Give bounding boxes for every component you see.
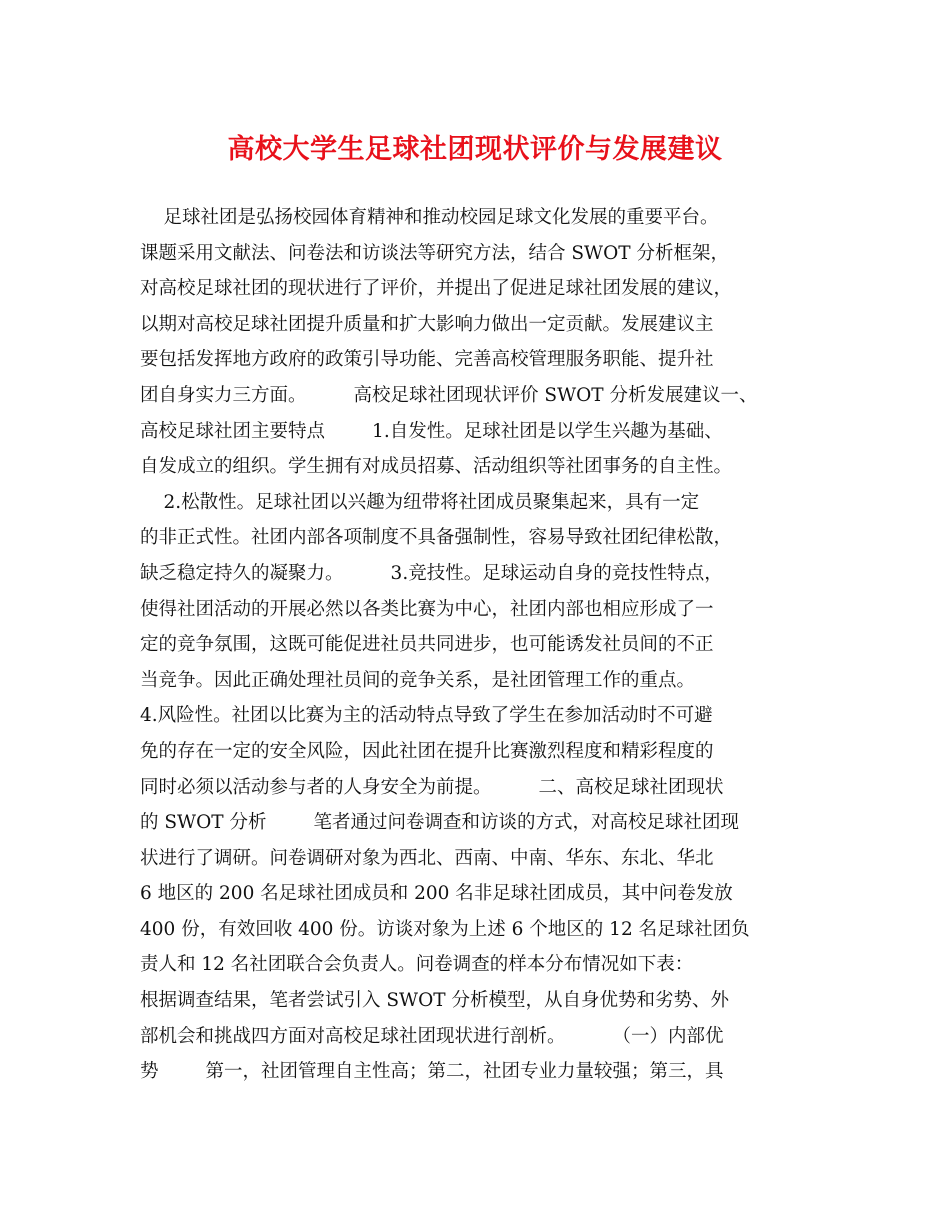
body-line: 部机会和挑战四方面对高校足球社团现状进行剖析。 （一）内部优 — [140, 1025, 724, 1047]
body-line: 团自身实力三方面。 高校足球社团现状评价 SWOT 分析发展建议一、 — [140, 384, 758, 406]
body-line: 高校足球社团主要特点 1.自发性。足球社团是以学生兴趣为基础、 — [140, 420, 723, 442]
document-body — [140, 200, 820, 1090]
body-line: 势 第一，社团管理自主性高；第二，社团专业力量较强；第三，具 — [140, 1061, 724, 1083]
body-line: 自发成立的组织。学生拥有对成员招募、活动组织等社团事务的自主性。 — [140, 456, 733, 478]
body-line: 要包括发挥地方政府的政策引导功能、完善高校管理服务职能、提升社 — [140, 349, 714, 371]
body-line: 对高校足球社团的现状进行了评价，并提出了促进足球社团发展的建议， — [140, 278, 733, 300]
body-line: 2.松散性。足球社团以兴趣为纽带将社团成员聚集起来，具有一定 — [140, 491, 700, 513]
body-line: 的非正式性。社团内部各项制度不具备强制性，容易导致社团纪律松散， — [140, 527, 733, 549]
body-line: 使得社团活动的开展必然以各类比赛为中心，社团内部也相应形成了一 — [140, 598, 714, 620]
body-line: 的 SWOT 分析 笔者通过问卷调查和访谈的方式，对高校足球社团现 — [140, 812, 740, 834]
body-line: 6 地区的 200 名足球社团成员和 200 名非足球社团成员，其中问卷发放 — [140, 883, 733, 905]
body-line: 根据调查结果，笔者尝试引入 SWOT 分析模型，从自身优势和劣势、外 — [140, 990, 729, 1012]
document-title: 高校大学生足球社团现状评价与发展建议 — [227, 134, 723, 165]
body-line: 以期对高校足球社团提升质量和扩大影响力做出一定贡献。发展建议主 — [140, 313, 714, 335]
body-line: 4.风险性。社团以比赛为主的活动特点导致了学生在参加活动时不可避 — [140, 705, 713, 727]
body-line: 当竞争。因此正确处理社员间的竞争关系，是社团管理工作的重点。 — [140, 669, 696, 691]
body-line: 状进行了调研。问卷调研对象为西北、西南、中南、华东、东北、华北 — [140, 847, 714, 869]
body-line: 责人和 12 名社团联合会负责人。问卷调查的样本分布情况如下表： — [140, 954, 694, 976]
body-line: 定的竞争氛围，这既可能促进社员共同进步，也可能诱发社员间的不正 — [140, 634, 714, 656]
body-line: 免的存在一定的安全风险，因此社团在提升比赛激烈程度和精彩程度的 — [140, 740, 714, 762]
body-line: 400 份，有效回收 400 份。访谈对象为上述 6 个地区的 12 名足球社团负 — [140, 918, 750, 940]
body-line: 同时必须以活动参与者的人身安全为前提。 二、高校足球社团现状 — [140, 776, 724, 798]
body-line: 缺乏稳定持久的凝聚力。 3.竞技性。足球运动自身的竞技性特点， — [140, 562, 723, 584]
body-line: 课题采用文献法、问卷法和访谈法等研究方法，结合 SWOT 分析框架， — [140, 242, 729, 264]
body-line: 足球社团是弘扬校园体育精神和推动校园足球文化发展的重要平台。 — [140, 207, 719, 228]
